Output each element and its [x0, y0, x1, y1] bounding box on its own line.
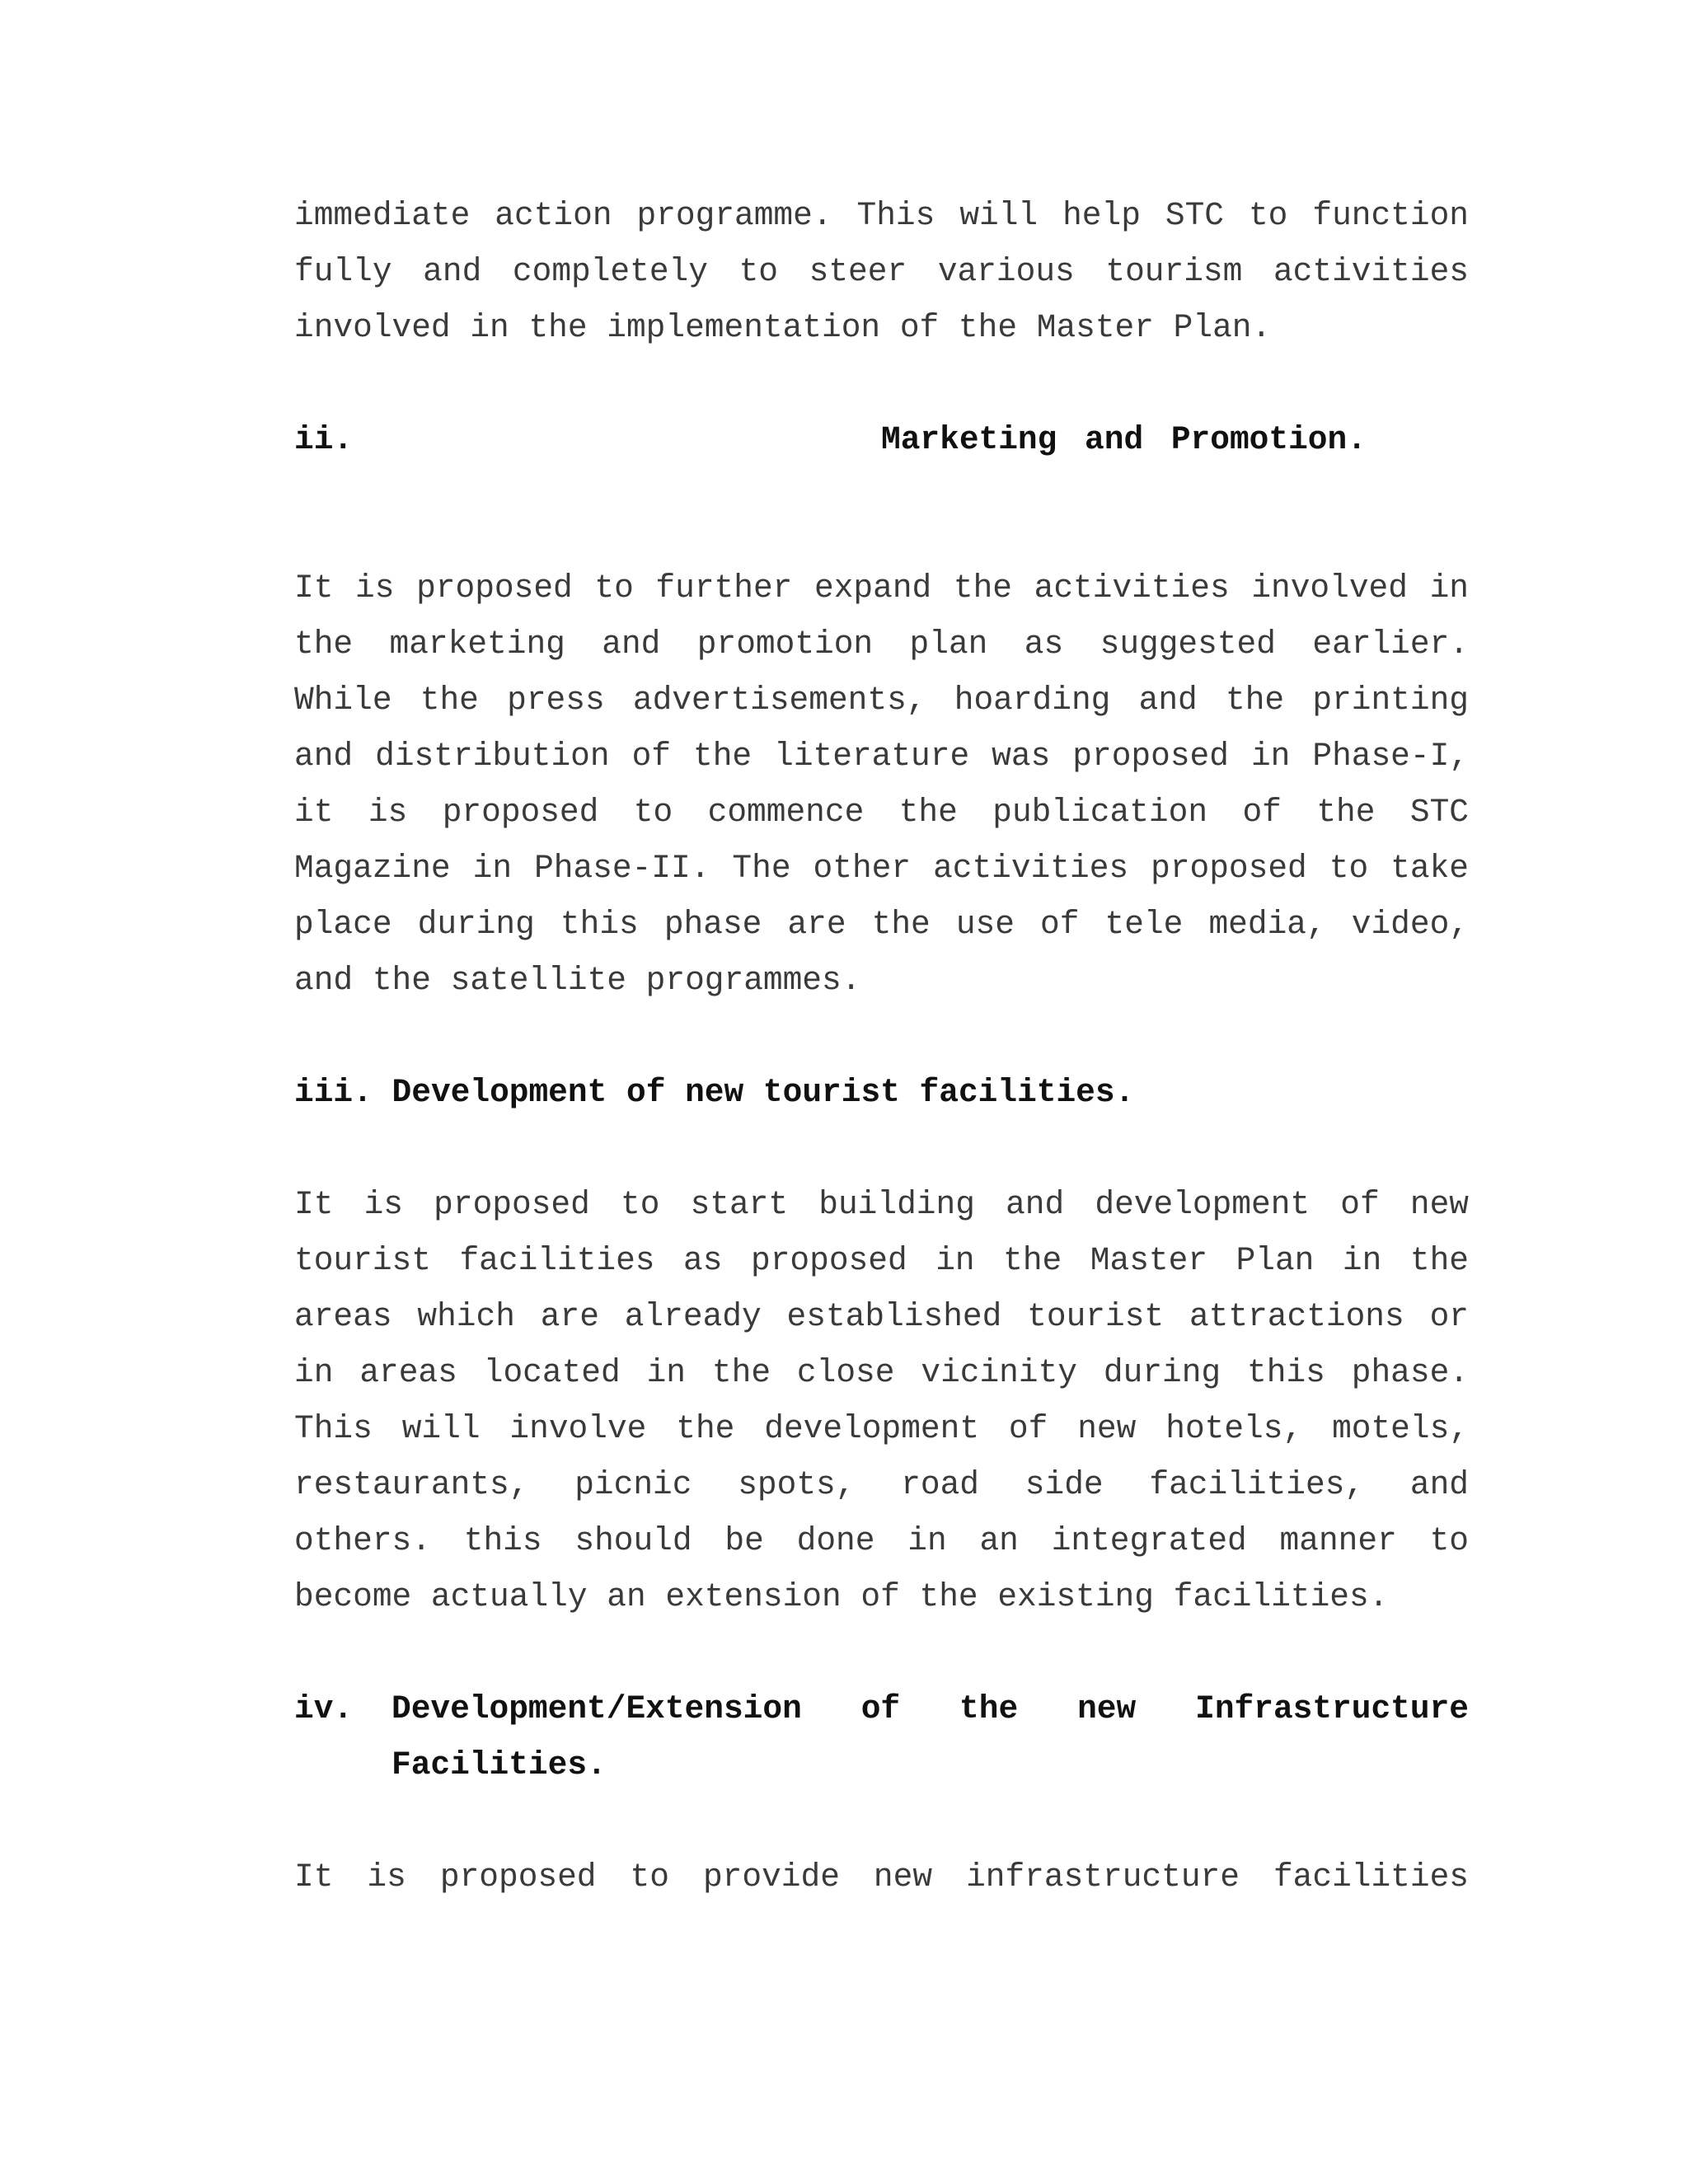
section-title-line: Development/Extension of the new Infrastructure [392, 1690, 1469, 1727]
text-line: fully and completely to steer various tourism activities [294, 253, 1469, 290]
paragraph-marketing [294, 560, 1469, 1009]
text-line: become actually an extension of the existing facilities. [294, 1578, 1389, 1615]
paragraph-facilities [294, 1177, 1469, 1625]
text-line: in areas located in the close vicinity during this phase. [294, 1354, 1469, 1391]
section-heading-iii [294, 1065, 1469, 1121]
text-line: others. this should be done in an integrated manner to [294, 1522, 1469, 1559]
section-title: Marketing and Promotion. [881, 421, 1367, 458]
text-line: It is proposed to start building and development of new [294, 1186, 1469, 1223]
text-line: While the press advertisements, hoarding and the printing [294, 682, 1469, 719]
text-line: It is proposed to further expand the activities involved in [294, 569, 1469, 607]
section-heading-ii [294, 412, 1469, 468]
text-line: place during this phase are the use of tele media, video, [294, 906, 1469, 943]
paragraph-continuation [294, 188, 1469, 356]
text-line: involved in the implementation of the Master Plan. [294, 309, 1272, 346]
section-number: iv. [294, 1690, 354, 1727]
section-number: iii. [294, 1074, 373, 1111]
text-line: This will involve the development of new hotels, motels, [294, 1410, 1469, 1447]
paragraph-infrastructure [294, 1849, 1469, 1905]
section-title [392, 1681, 1469, 1793]
document-page [294, 188, 1469, 1905]
text-line: immediate action programme. This will help STC to function [294, 197, 1469, 234]
text-line: It is proposed to provide new infrastructure facilities [294, 1858, 1469, 1896]
text-line: and the satellite programmes. [294, 962, 861, 999]
text-line: Magazine in Phase-II. The other activities proposed to take [294, 850, 1469, 887]
section-heading-iv [294, 1681, 1469, 1793]
section-title: Development of new tourist facilities. [392, 1074, 1135, 1111]
text-line: tourist facilities as proposed in the Master Plan in the [294, 1242, 1469, 1279]
text-line: restaurants, picnic spots, road side facilities, and [294, 1466, 1469, 1503]
section-number: ii. [294, 421, 354, 458]
text-line: it is proposed to commence the publication of the STC [294, 794, 1469, 831]
text-line: and distribution of the literature was proposed in Phase-I, [294, 738, 1469, 775]
section-title-line: Facilities. [392, 1746, 607, 1783]
text-line: the marketing and promotion plan as suggested earlier. [294, 626, 1469, 663]
text-line: areas which are already established tourist attractions or [294, 1298, 1469, 1335]
